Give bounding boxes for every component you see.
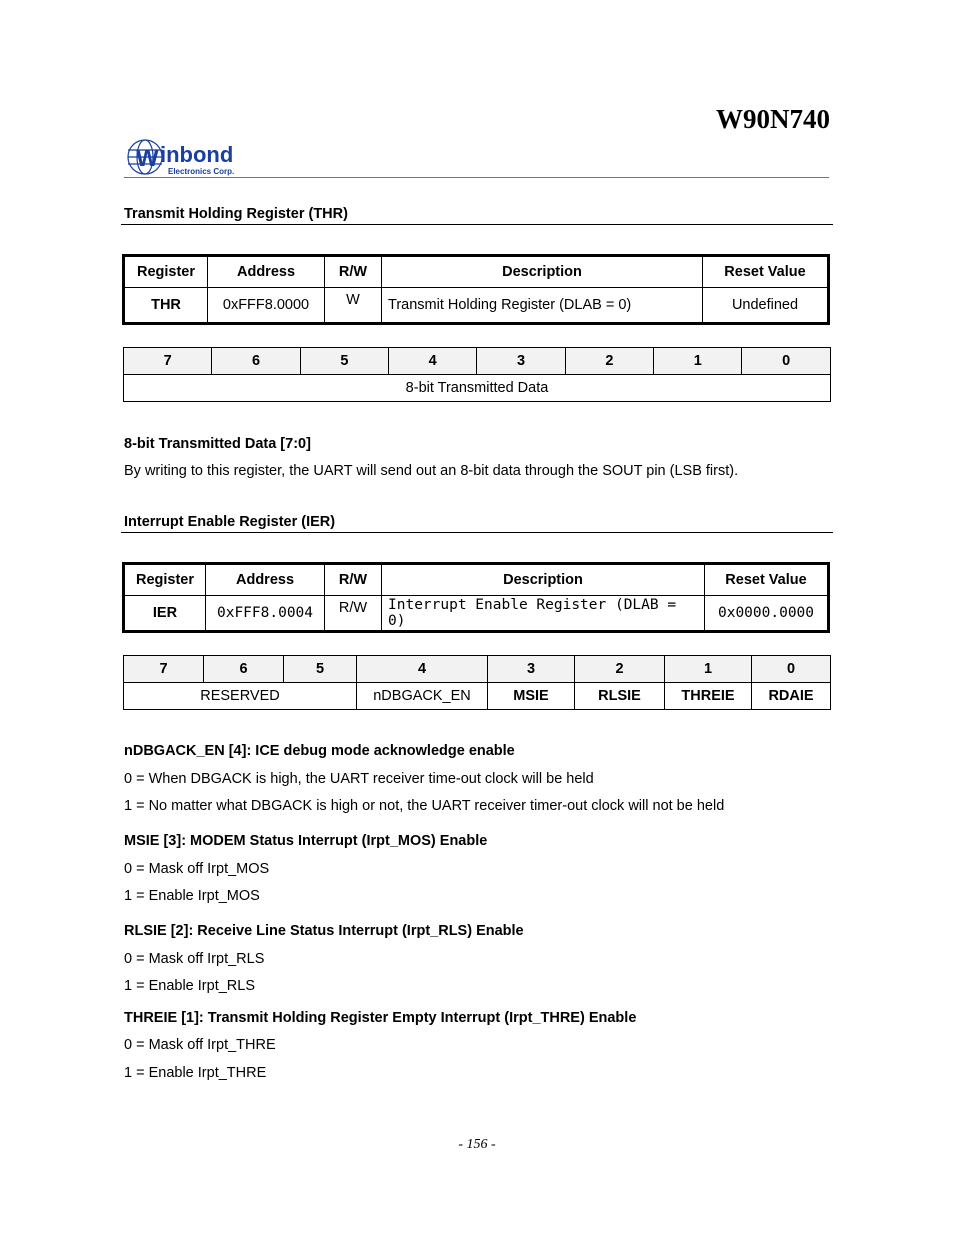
bit-field-transmitted-data: 8-bit Transmitted Data	[124, 375, 831, 402]
col-register: Register	[124, 564, 206, 596]
threie-line-1: 1 = Enable Irpt_THRE	[124, 1065, 267, 1081]
bit-field-ndbgack-en: nDBGACK_EN	[357, 683, 488, 710]
register-description: Transmit Holding Register (DLAB = 0)	[382, 288, 703, 324]
register-description: Interrupt Enable Register (DLAB = 0)	[382, 596, 705, 632]
bit-3: 3	[488, 656, 575, 683]
bit-field-reserved: RESERVED	[124, 683, 357, 710]
thr-section-title: Transmit Holding Register (THR)	[124, 206, 348, 222]
col-reset-value: Reset Value	[703, 256, 829, 288]
bit-7: 7	[124, 656, 204, 683]
logo-wordmark: inbond	[160, 142, 234, 167]
bit-5: 5	[284, 656, 357, 683]
winbond-logo	[126, 138, 256, 178]
ier-register-header-row	[124, 564, 829, 596]
register-reset-value: 0x0000.0000	[705, 596, 829, 632]
bit-4: 4	[357, 656, 488, 683]
bit-2: 2	[575, 656, 665, 683]
bit-3: 3	[477, 348, 565, 375]
thr-bit-field-row	[124, 375, 831, 402]
bit-1: 1	[654, 348, 742, 375]
bit-4: 4	[389, 348, 477, 375]
col-address: Address	[208, 256, 325, 288]
thr-field-title: 8-bit Transmitted Data [7:0]	[124, 436, 311, 452]
threie-field-title: THREIE [1]: Transmit Holding Register Empty Interrupt (Irpt_THRE) Enable	[124, 1010, 637, 1026]
bit-0: 0	[742, 348, 831, 375]
svg-text:W: W	[136, 145, 159, 172]
register-address: 0xFFF8.0004	[206, 596, 325, 632]
register-reset-value: Undefined	[703, 288, 829, 324]
ier-section-title: Interrupt Enable Register (IER)	[124, 514, 336, 530]
thr-field-description: By writing to this register, the UART will send out an 8-bit data through the SOUT pin (LSB first).	[124, 463, 739, 479]
msie-line-0: 0 = Mask off Irpt_MOS	[124, 861, 270, 877]
header-rule	[124, 177, 829, 178]
ier-bit-field-row	[124, 683, 831, 710]
thr-section-rule	[121, 224, 833, 225]
register-rw: W	[325, 288, 382, 324]
bit-7: 7	[124, 348, 212, 375]
bit-5: 5	[300, 348, 388, 375]
bit-1: 1	[665, 656, 752, 683]
msie-field-title: MSIE [3]: MODEM Status Interrupt (Irpt_MOS) Enable	[124, 833, 488, 849]
rlsie-field-title: RLSIE [2]: Receive Line Status Interrupt (Irpt_RLS) Enable	[124, 923, 524, 939]
ier-bit-number-row	[124, 656, 831, 683]
thr-register-table	[122, 254, 830, 325]
logo-subtitle: Electronics Corp.	[168, 167, 235, 176]
bit-2: 2	[565, 348, 653, 375]
threie-line-0: 0 = Mask off Irpt_THRE	[124, 1037, 276, 1053]
thr-register-row	[124, 288, 829, 324]
register-address: 0xFFF8.0000	[208, 288, 325, 324]
bit-6: 6	[204, 656, 284, 683]
rlsie-line-0: 0 = Mask off Irpt_RLS	[124, 951, 265, 967]
col-rw: R/W	[325, 564, 382, 596]
register-name: THR	[124, 288, 208, 324]
rlsie-line-1: 1 = Enable Irpt_RLS	[124, 978, 255, 994]
col-reset-value: Reset Value	[705, 564, 829, 596]
bit-field-threie: THREIE	[665, 683, 752, 710]
col-address: Address	[206, 564, 325, 596]
ndbgack-field-title: nDBGACK_EN [4]: ICE debug mode acknowledge enable	[124, 743, 515, 759]
ndbgack-line-0: 0 = When DBGACK is high, the UART receiver time-out clock will be held	[124, 771, 594, 787]
page-number: - 156 -	[458, 1137, 496, 1152]
ier-bit-table	[123, 655, 831, 710]
col-register: Register	[124, 256, 208, 288]
col-description: Description	[382, 564, 705, 596]
thr-register-header-row	[124, 256, 829, 288]
col-rw: R/W	[325, 256, 382, 288]
ier-register-table	[122, 562, 830, 633]
document-title: W90N740	[716, 104, 830, 134]
bit-field-rdaie: RDAIE	[752, 683, 831, 710]
bit-field-rlsie: RLSIE	[575, 683, 665, 710]
thr-bit-number-row	[124, 348, 831, 375]
register-name: IER	[124, 596, 206, 632]
ier-register-row	[124, 596, 829, 632]
msie-line-1: 1 = Enable Irpt_MOS	[124, 888, 260, 904]
bit-0: 0	[752, 656, 831, 683]
register-rw: R/W	[325, 596, 382, 632]
bit-6: 6	[212, 348, 300, 375]
ndbgack-line-1: 1 = No matter what DBGACK is high or not, the UART receiver timer-out clock will not be held	[124, 798, 725, 814]
thr-bit-table	[123, 347, 831, 402]
ier-section-rule	[121, 532, 833, 533]
col-description: Description	[382, 256, 703, 288]
bit-field-msie: MSIE	[488, 683, 575, 710]
